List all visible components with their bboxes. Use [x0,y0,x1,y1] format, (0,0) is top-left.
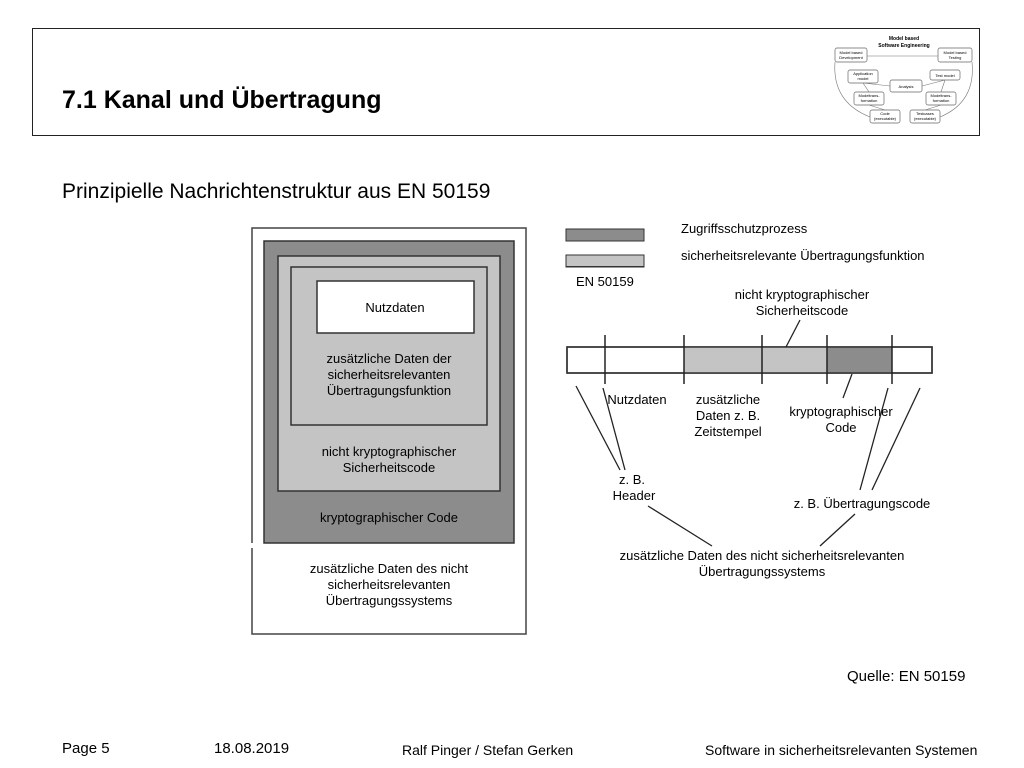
right-zusaetzliche-line1: zusätzliche [695,392,761,407]
left-nutzdaten-label: Nutzdaten [365,300,425,315]
pointer-krypto [843,374,852,398]
legend-light-label: sicherheitsrelevante Übertragungsfunktion [681,248,925,263]
logo-node-text: Model based [839,50,863,55]
right-header-line1: z. B. [618,472,646,487]
logo-node-text: formation [932,98,950,103]
logo-node-text: Modeltrans- [930,93,952,98]
legend-white-swatch [566,266,644,267]
right-krypto-line1: kryptographischer [789,404,893,419]
logo-node-text: Code [880,111,890,116]
legend-white-label: EN 50159 [576,274,634,289]
left-nicht-sicher-line3: Übertragungssystems [325,593,453,608]
logo-node-text: (executable) [873,116,897,121]
logo-node-text: (executable) [913,116,937,121]
left-zusaetzliche-line3: Übertragungsfunktion [326,383,452,398]
right-top-label-line1: nicht kryptographischer [734,287,870,302]
right-bottom-label-line2: Übertragungssystems [698,564,826,579]
logo-node-text: Modeltrans- [858,93,880,98]
logo-node-text: Testing [948,55,962,60]
footer-course: Software in sicherheitsrelevanten Systemen [705,742,978,758]
slide-subtitle: Prinzipielle Nachrichtenstruktur aus EN 50159 [62,180,491,203]
right-bottom-label-line1: zusätzliche Daten des nicht sicherheitsrelevanten [619,548,905,563]
slide-title: 7.1 Kanal und Übertragung [62,86,382,114]
logo-node-text: formation [860,98,878,103]
right-nutzdaten-label: Nutzdaten [607,392,667,407]
left-zusaetzliche-line1: zusätzliche Daten der [326,351,452,366]
bar-light-segment [684,347,827,373]
bottom-line-left [648,506,712,546]
right-uebertragungscode-label: z. B. Übertragungscode [793,496,931,511]
left-nicht-krypto-line2: Sicherheitscode [342,460,436,475]
right-header-line2: Header [612,488,656,503]
logo-title-1: Model based [888,36,920,42]
logo-node-text: Test model [935,73,955,78]
left-nicht-sicher-line2: sicherheitsrelevanten [327,577,451,592]
right-krypto-line2: Code [825,420,857,435]
logo-title-2: Software Engineering [878,43,930,49]
legend-dark-swatch [566,229,644,241]
bottom-line-right [820,514,855,546]
right-zusaetzliche-line2: Daten z. B. [695,408,761,423]
logo-node-text: model [857,76,869,81]
bar-dark-segment [827,347,892,373]
right-zusaetzliche-line3: Zeitstempel [694,424,762,439]
footer-authors: Ralf Pinger / Stefan Gerken [402,742,574,758]
logo-node-text: Application [853,71,873,76]
legend-dark-label: Zugriffsschutzprozess [681,221,808,236]
logo-node-text: Development [839,55,863,60]
left-zusaetzliche-line2: sicherheitsrelevanten [327,367,451,382]
pointer-top-label [786,320,800,347]
right-top-label-line2: Sicherheitscode [755,303,849,318]
left-krypto-label: kryptographischer Code [319,510,459,525]
left-nicht-krypto-line1: nicht kryptographischer [321,444,457,459]
logo-node-text: Analysis [898,84,914,89]
source-note: Quelle: EN 50159 [847,668,966,685]
logo-node-text: Testcases [916,111,934,116]
left-nicht-sicher-line1: zusätzliche Daten des nicht [309,561,469,576]
legend-light-swatch [566,255,644,267]
footer-page: Page 5 [62,740,110,757]
logo-node-text: Model based [943,50,967,55]
footer-date: 18.08.2019 [214,740,290,757]
